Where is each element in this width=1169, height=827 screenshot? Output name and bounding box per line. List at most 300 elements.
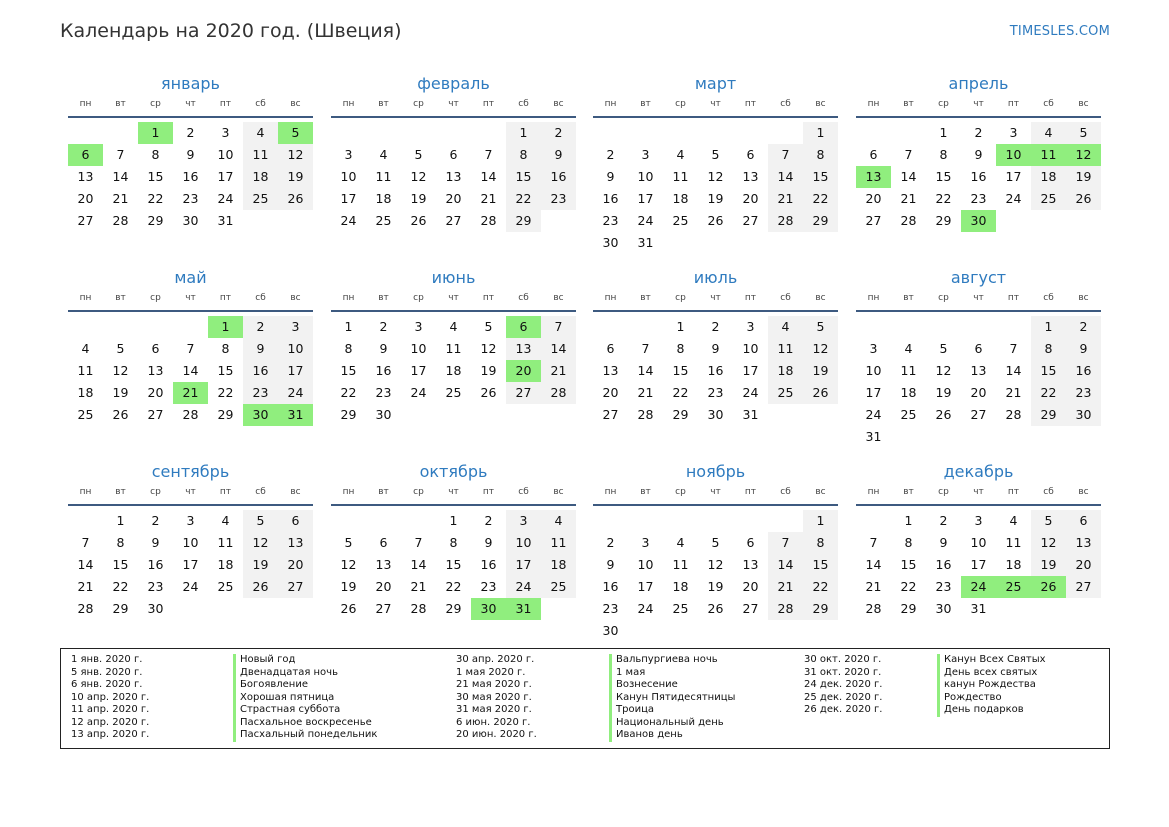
month-title: апрель xyxy=(948,74,1009,93)
weekday-label: пт xyxy=(744,99,757,109)
day-cell: 19 xyxy=(112,385,129,400)
day-cell: 19 xyxy=(1066,166,1101,188)
day-cell: 28 xyxy=(637,407,654,422)
day-cell: 29 xyxy=(217,407,234,422)
day-cell: 5 xyxy=(1066,122,1101,144)
day-cell: 2 xyxy=(186,125,195,140)
day-cell: 23 xyxy=(480,579,497,594)
day-cell: 4 xyxy=(768,316,803,338)
day-cell: 14 xyxy=(410,557,427,572)
legend-holiday-name: День всех святых xyxy=(937,667,1046,680)
day-cell: 25 xyxy=(1031,188,1066,210)
month-title: июль xyxy=(693,268,738,287)
day-cell: 2 xyxy=(974,125,983,140)
weekday-label: пн xyxy=(342,487,355,497)
month-block xyxy=(593,74,838,250)
month-title: январь xyxy=(161,74,220,93)
weekday-label: вт xyxy=(378,487,389,497)
day-grid xyxy=(331,506,576,638)
legend-holiday-name: Новый год xyxy=(233,654,377,667)
day-cell: 3 xyxy=(974,513,983,528)
day-cell: 1 xyxy=(676,319,685,334)
day-cell: 2 xyxy=(1066,316,1101,338)
day-cell: 13 xyxy=(445,169,462,184)
day-cell: 11 xyxy=(445,341,462,356)
day-cell: 1 xyxy=(803,510,838,532)
day-cell: 19 xyxy=(410,191,427,206)
day-cell: 24 xyxy=(506,576,541,598)
day-cell: 16 xyxy=(707,363,724,378)
day-cell: 27 xyxy=(1066,576,1101,598)
holiday-day-cell: 1 xyxy=(208,316,243,338)
weekday-label: пн xyxy=(604,99,617,109)
day-cell: 16 xyxy=(602,191,619,206)
day-cell: 2 xyxy=(484,513,493,528)
weekday-header xyxy=(593,290,838,312)
legend-holiday-name: Троица xyxy=(609,704,735,717)
holiday-day-cell: 12 xyxy=(1066,144,1101,166)
day-cell: 30 xyxy=(182,213,199,228)
day-cell: 18 xyxy=(672,579,689,594)
weekday-label: вт xyxy=(115,99,126,109)
day-cell: 11 xyxy=(243,144,278,166)
day-cell: 29 xyxy=(900,601,917,616)
day-cell: 14 xyxy=(541,338,576,360)
day-cell: 6 xyxy=(746,147,755,162)
legend-names-column xyxy=(937,654,1046,717)
day-cell: 12 xyxy=(278,144,313,166)
weekday-label: пн xyxy=(867,293,880,303)
day-grid xyxy=(68,506,313,638)
day-cell: 1 xyxy=(939,125,948,140)
day-cell: 14 xyxy=(1005,363,1022,378)
day-cell: 8 xyxy=(676,341,685,356)
weekday-label: сб xyxy=(518,99,529,109)
day-cell: 12 xyxy=(243,532,278,554)
weekday-label: чт xyxy=(973,99,984,109)
day-cell: 28 xyxy=(1005,407,1022,422)
day-cell: 13 xyxy=(506,338,541,360)
month-block xyxy=(593,462,838,638)
day-cell: 2 xyxy=(541,122,576,144)
day-cell: 13 xyxy=(602,363,619,378)
weekday-label: сб xyxy=(780,293,791,303)
month-block xyxy=(68,74,313,250)
day-cell: 6 xyxy=(379,535,388,550)
day-cell: 19 xyxy=(935,385,952,400)
day-cell: 21 xyxy=(865,579,882,594)
day-cell: 16 xyxy=(147,557,164,572)
weekday-label: пн xyxy=(867,487,880,497)
day-cell: 28 xyxy=(112,213,129,228)
weekday-label: чт xyxy=(448,99,459,109)
day-cell: 8 xyxy=(939,147,948,162)
weekday-label: сб xyxy=(255,487,266,497)
day-cell: 27 xyxy=(375,601,392,616)
day-cell: 14 xyxy=(768,166,803,188)
legend-holiday-name: Иванов день xyxy=(609,729,735,742)
legend-holiday-name: Богоявление xyxy=(233,679,377,692)
weekday-label: ср xyxy=(938,293,949,303)
day-cell: 1 xyxy=(1031,316,1066,338)
weekday-header xyxy=(856,484,1101,506)
day-cell: 18 xyxy=(77,385,94,400)
day-cell: 6 xyxy=(606,341,615,356)
weekday-label: вс xyxy=(553,99,564,109)
weekday-label: пт xyxy=(482,99,495,109)
day-cell: 28 xyxy=(900,213,917,228)
day-cell: 26 xyxy=(935,407,952,422)
day-cell: 20 xyxy=(278,554,313,576)
weekday-label: сб xyxy=(255,293,266,303)
day-cell: 28 xyxy=(768,210,803,232)
legend-date: 6 янв. 2020 г. xyxy=(71,679,143,690)
day-cell: 10 xyxy=(340,169,357,184)
day-cell: 5 xyxy=(243,510,278,532)
day-cell: 7 xyxy=(768,532,803,554)
day-cell: 8 xyxy=(116,535,125,550)
day-cell: 15 xyxy=(803,554,838,576)
day-cell: 5 xyxy=(711,147,720,162)
day-cell: 7 xyxy=(116,147,125,162)
weekday-label: вт xyxy=(903,487,914,497)
day-cell: 16 xyxy=(182,169,199,184)
day-cell: 9 xyxy=(711,341,720,356)
day-cell: 5 xyxy=(344,535,353,550)
day-grid xyxy=(856,312,1101,444)
day-cell: 9 xyxy=(606,557,615,572)
month-block xyxy=(593,268,838,444)
day-cell: 24 xyxy=(742,385,759,400)
day-cell: 4 xyxy=(541,510,576,532)
weekday-label: вс xyxy=(815,487,826,497)
day-cell: 30 xyxy=(375,407,392,422)
day-cell: 26 xyxy=(112,407,129,422)
day-cell: 3 xyxy=(414,319,423,334)
day-cell: 12 xyxy=(935,363,952,378)
weekday-label: чт xyxy=(185,487,196,497)
holiday-day-cell: 11 xyxy=(1031,144,1066,166)
day-cell: 24 xyxy=(865,407,882,422)
day-cell: 29 xyxy=(340,407,357,422)
day-cell: 11 xyxy=(768,338,803,360)
day-cell: 23 xyxy=(147,579,164,594)
day-cell: 26 xyxy=(803,382,838,404)
day-cell: 20 xyxy=(742,191,759,206)
holiday-day-cell: 24 xyxy=(961,576,996,598)
day-cell: 23 xyxy=(707,385,724,400)
day-cell: 6 xyxy=(151,341,160,356)
day-cell: 3 xyxy=(186,513,195,528)
legend-holiday-name: 1 мая xyxy=(609,667,735,680)
day-cell: 13 xyxy=(742,169,759,184)
day-grid xyxy=(593,506,838,638)
weekday-label: сб xyxy=(518,487,529,497)
day-cell: 23 xyxy=(541,188,576,210)
day-cell: 27 xyxy=(445,213,462,228)
day-cell: 13 xyxy=(742,557,759,572)
day-cell: 20 xyxy=(970,385,987,400)
weekday-header xyxy=(856,96,1101,118)
day-cell: 8 xyxy=(344,341,353,356)
day-cell: 1 xyxy=(344,319,353,334)
day-cell: 18 xyxy=(1005,557,1022,572)
legend-holiday-name: Пасхальное воскресенье xyxy=(233,717,377,730)
day-cell: 2 xyxy=(939,513,948,528)
day-cell: 11 xyxy=(672,169,689,184)
holiday-day-cell: 31 xyxy=(506,598,541,620)
day-cell: 9 xyxy=(541,144,576,166)
day-cell: 19 xyxy=(278,166,313,188)
legend-holiday-name: День подарков xyxy=(937,704,1046,717)
day-cell: 21 xyxy=(480,191,497,206)
day-cell: 30 xyxy=(602,623,619,638)
day-cell: 25 xyxy=(243,188,278,210)
day-cell: 15 xyxy=(340,363,357,378)
legend-dates-column xyxy=(804,654,882,717)
day-cell: 26 xyxy=(1066,188,1101,210)
day-cell: 13 xyxy=(147,363,164,378)
month-title: сентябрь xyxy=(151,462,230,481)
day-cell: 29 xyxy=(506,210,541,232)
day-cell: 27 xyxy=(742,601,759,616)
day-cell: 4 xyxy=(81,341,90,356)
legend-date: 30 апр. 2020 г. xyxy=(456,654,535,665)
day-cell: 18 xyxy=(541,554,576,576)
day-cell: 8 xyxy=(803,532,838,554)
month-title: октябрь xyxy=(419,462,488,481)
day-cell: 10 xyxy=(410,341,427,356)
day-cell: 11 xyxy=(672,557,689,572)
legend-date: 21 мая 2020 г. xyxy=(456,679,532,690)
day-cell: 4 xyxy=(379,147,388,162)
weekday-label: чт xyxy=(448,487,459,497)
weekday-label: вт xyxy=(378,293,389,303)
weekday-label: ср xyxy=(150,293,161,303)
weekday-label: пт xyxy=(1007,293,1020,303)
day-cell: 16 xyxy=(970,169,987,184)
day-cell: 22 xyxy=(147,191,164,206)
day-cell: 13 xyxy=(1066,532,1101,554)
month-block xyxy=(331,268,576,444)
day-cell: 21 xyxy=(541,360,576,382)
weekday-label: чт xyxy=(710,293,721,303)
day-cell: 7 xyxy=(641,341,650,356)
day-cell: 11 xyxy=(541,532,576,554)
weekday-label: ср xyxy=(150,487,161,497)
weekday-label: чт xyxy=(973,487,984,497)
day-cell: 21 xyxy=(410,579,427,594)
day-cell: 7 xyxy=(186,341,195,356)
day-cell: 29 xyxy=(803,598,838,620)
weekday-label: пн xyxy=(604,487,617,497)
legend-date: 25 дек. 2020 г. xyxy=(804,691,883,703)
day-cell: 26 xyxy=(410,213,427,228)
weekday-label: ср xyxy=(675,99,686,109)
day-cell: 10 xyxy=(970,535,987,550)
day-cell: 31 xyxy=(970,601,987,616)
holiday-day-cell: 13 xyxy=(856,166,891,188)
weekday-label: пт xyxy=(1007,99,1020,109)
day-cell: 11 xyxy=(77,363,94,378)
day-cell: 27 xyxy=(147,407,164,422)
day-cell: 26 xyxy=(707,213,724,228)
day-cell: 1 xyxy=(449,513,458,528)
weekday-label: пт xyxy=(1007,487,1020,497)
holiday-day-cell: 30 xyxy=(961,210,996,232)
weekday-label: пт xyxy=(482,487,495,497)
holiday-day-cell: 1 xyxy=(138,122,173,144)
day-cell: 10 xyxy=(742,341,759,356)
month-title: февраль xyxy=(417,74,490,93)
weekday-label: сб xyxy=(518,293,529,303)
day-cell: 23 xyxy=(602,213,619,228)
day-cell: 23 xyxy=(243,382,278,404)
day-cell: 9 xyxy=(484,535,493,550)
day-cell: 2 xyxy=(151,513,160,528)
day-cell: 17 xyxy=(410,363,427,378)
day-cell: 10 xyxy=(637,169,654,184)
day-cell: 7 xyxy=(81,535,90,550)
day-cell: 4 xyxy=(676,147,685,162)
legend-date: 5 янв. 2020 г. xyxy=(71,666,143,678)
day-cell: 9 xyxy=(243,338,278,360)
day-cell: 22 xyxy=(1031,382,1066,404)
legend-date: 24 дек. 2020 г. xyxy=(804,679,883,690)
day-cell: 15 xyxy=(217,363,234,378)
day-cell: 2 xyxy=(606,535,615,550)
weekday-label: чт xyxy=(710,487,721,497)
day-cell: 10 xyxy=(278,338,313,360)
weekday-label: пн xyxy=(342,99,355,109)
day-cell: 19 xyxy=(803,360,838,382)
weekday-header xyxy=(331,290,576,312)
day-cell: 4 xyxy=(449,319,458,334)
legend-holiday-name: Хорошая пятница xyxy=(233,692,377,705)
day-cell: 10 xyxy=(865,363,882,378)
day-cell: 30 xyxy=(602,235,619,250)
day-cell: 31 xyxy=(865,429,882,444)
day-cell: 22 xyxy=(935,191,952,206)
day-cell: 10 xyxy=(506,532,541,554)
day-cell: 19 xyxy=(707,579,724,594)
brand-link[interactable]: TIMESLES.COM xyxy=(1009,24,1110,39)
legend-holiday-name: Двенадцатая ночь xyxy=(233,667,377,680)
day-cell: 14 xyxy=(77,557,94,572)
weekday-label: пн xyxy=(867,99,880,109)
day-cell: 7 xyxy=(768,144,803,166)
day-cell: 3 xyxy=(641,535,650,550)
day-cell: 22 xyxy=(112,579,129,594)
day-grid xyxy=(856,118,1101,250)
weekday-label: сб xyxy=(1043,487,1054,497)
day-cell: 14 xyxy=(768,554,803,576)
day-cell: 9 xyxy=(186,147,195,162)
holiday-day-cell: 5 xyxy=(278,122,313,144)
day-cell: 4 xyxy=(1031,122,1066,144)
day-cell: 7 xyxy=(904,147,913,162)
page-title: Календарь на 2020 год. (Швеция) xyxy=(60,20,402,42)
day-grid xyxy=(856,506,1101,638)
day-cell: 19 xyxy=(707,191,724,206)
day-cell: 17 xyxy=(970,557,987,572)
holiday-day-cell: 20 xyxy=(506,360,541,382)
month-block xyxy=(856,268,1101,444)
day-cell: 24 xyxy=(340,213,357,228)
weekday-label: вс xyxy=(290,487,301,497)
day-cell: 16 xyxy=(541,166,576,188)
day-cell: 14 xyxy=(900,169,917,184)
weekday-label: чт xyxy=(448,293,459,303)
day-cell: 10 xyxy=(182,535,199,550)
day-cell: 19 xyxy=(480,363,497,378)
day-cell: 3 xyxy=(344,147,353,162)
day-cell: 17 xyxy=(182,557,199,572)
day-cell: 31 xyxy=(742,407,759,422)
day-cell: 7 xyxy=(484,147,493,162)
day-cell: 25 xyxy=(672,213,689,228)
day-cell: 25 xyxy=(672,601,689,616)
legend-holiday-name: Рождество xyxy=(937,692,1046,705)
day-cell: 21 xyxy=(77,579,94,594)
day-cell: 7 xyxy=(1009,341,1018,356)
day-cell: 6 xyxy=(1066,510,1101,532)
day-cell: 29 xyxy=(445,601,462,616)
month-block xyxy=(68,268,313,444)
day-cell: 2 xyxy=(711,319,720,334)
day-cell: 26 xyxy=(707,601,724,616)
day-cell: 15 xyxy=(445,557,462,572)
day-cell: 21 xyxy=(900,191,917,206)
day-cell: 15 xyxy=(672,363,689,378)
day-cell: 23 xyxy=(375,385,392,400)
weekday-header xyxy=(593,96,838,118)
weekday-header xyxy=(856,290,1101,312)
weekday-header xyxy=(331,484,576,506)
weekday-label: вт xyxy=(115,293,126,303)
day-cell: 5 xyxy=(484,319,493,334)
day-cell: 26 xyxy=(480,385,497,400)
day-cell: 3 xyxy=(506,510,541,532)
legend-date: 6 июн. 2020 г. xyxy=(456,716,531,728)
day-cell: 4 xyxy=(1009,513,1018,528)
day-cell: 12 xyxy=(707,557,724,572)
day-cell: 9 xyxy=(606,169,615,184)
weekday-label: вс xyxy=(1078,487,1089,497)
day-cell: 17 xyxy=(637,579,654,594)
day-cell: 17 xyxy=(217,169,234,184)
day-cell: 18 xyxy=(243,166,278,188)
legend-holiday-name: Канун Пятидесятницы xyxy=(609,692,735,705)
month-block xyxy=(331,74,576,250)
holiday-day-cell: 31 xyxy=(278,404,313,426)
day-cell: 21 xyxy=(768,576,803,598)
day-cell: 8 xyxy=(803,144,838,166)
day-cell: 22 xyxy=(803,188,838,210)
weekday-label: вс xyxy=(815,99,826,109)
holiday-legend xyxy=(60,648,1110,749)
weekday-label: сб xyxy=(1043,293,1054,303)
day-cell: 17 xyxy=(340,191,357,206)
day-cell: 9 xyxy=(939,535,948,550)
day-cell: 13 xyxy=(278,532,313,554)
legend-date: 1 янв. 2020 г. xyxy=(71,654,143,665)
day-cell: 24 xyxy=(1005,191,1022,206)
legend-date: 30 мая 2020 г. xyxy=(456,691,532,703)
weekday-label: пн xyxy=(79,293,92,303)
legend-date: 31 мая 2020 г. xyxy=(456,704,532,715)
month-block xyxy=(856,74,1101,250)
